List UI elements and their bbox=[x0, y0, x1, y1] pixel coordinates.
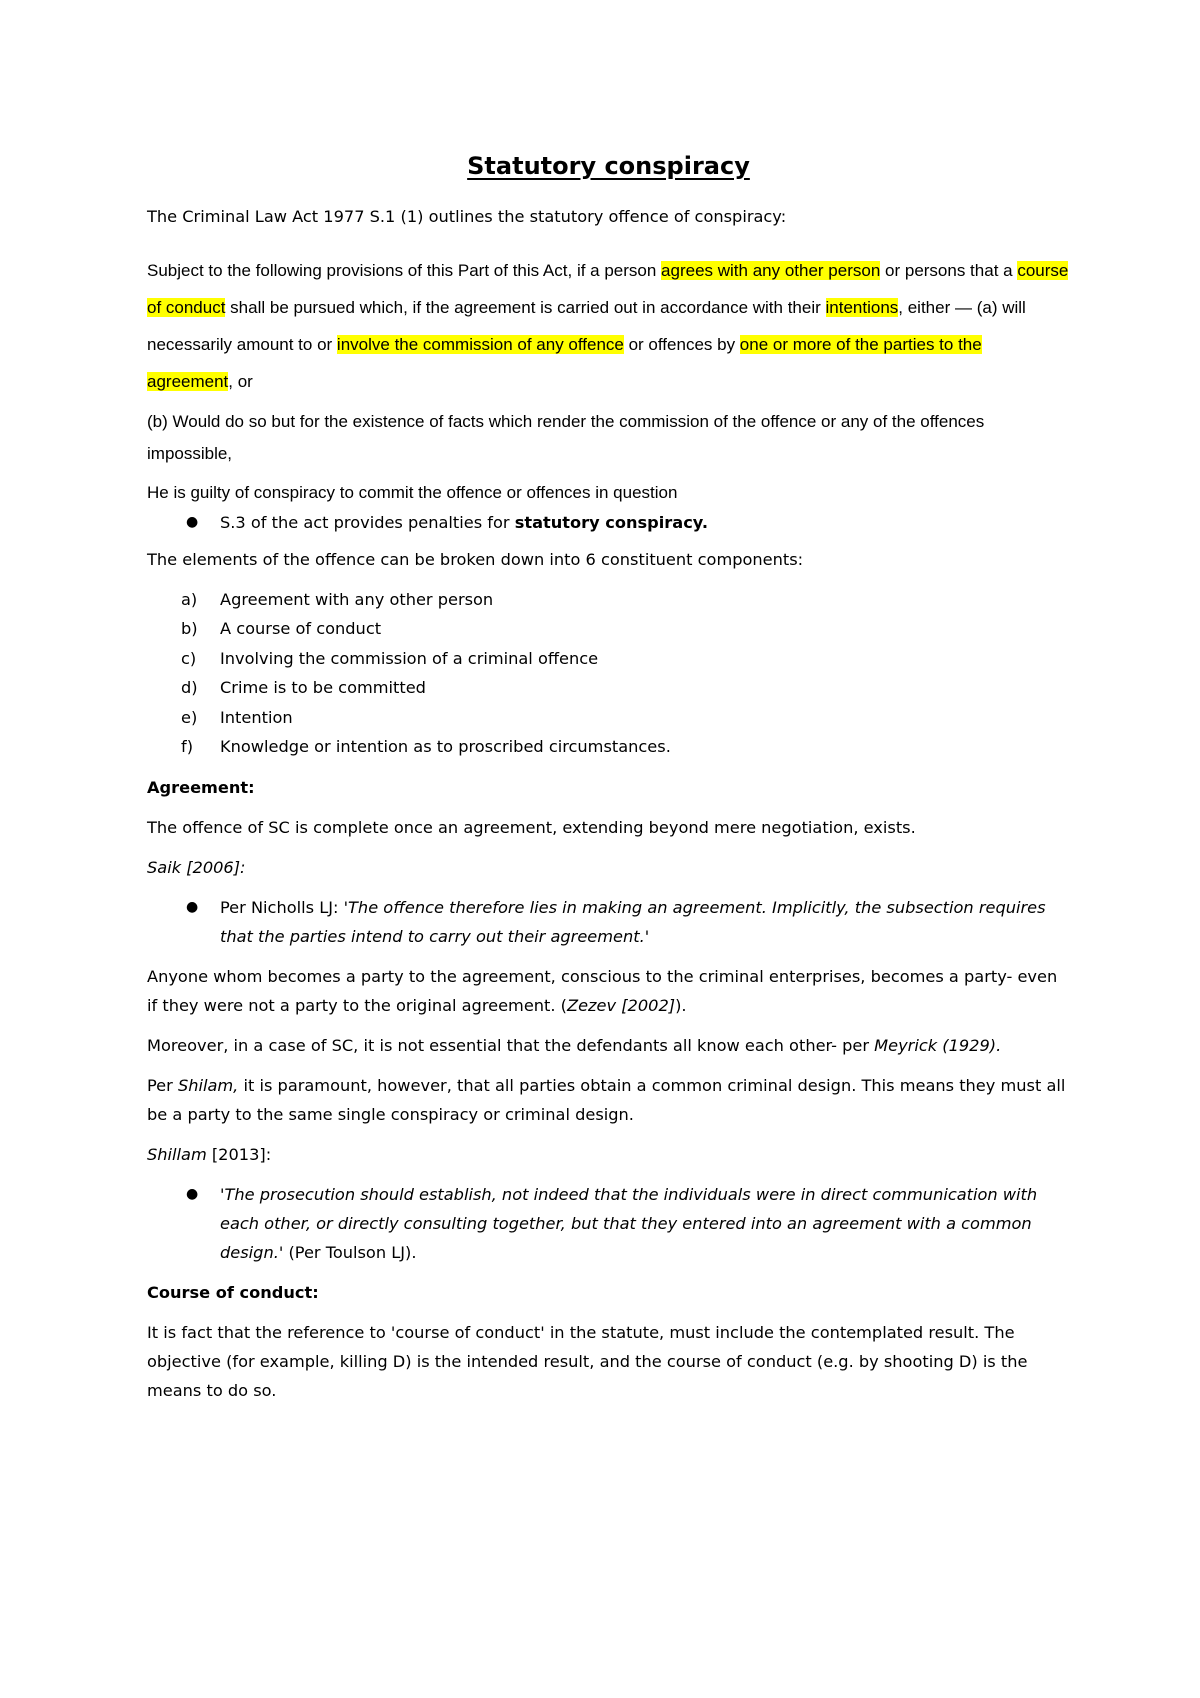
intro-paragraph: The Criminal Law Act 1977 S.1 (1) outlines the statutory offence of conspiracy: bbox=[147, 207, 787, 226]
list-item: d) Crime is to be committed bbox=[181, 678, 426, 698]
statute-text-b: (b) Would do so but for the existence of facts which render the commission of the offence or any of the offences impossible, bbox=[147, 412, 985, 463]
list-item: f) Knowledge or intention as to proscribed circumstances. bbox=[181, 737, 671, 757]
bullet-icon: ● bbox=[186, 899, 199, 916]
highlight-course-of-conduct: course of conduct bbox=[147, 261, 1069, 317]
penalty-list bbox=[147, 508, 1070, 537]
highlight-commission: involve the commission of any offence bbox=[336, 335, 624, 354]
bullet-icon: ● bbox=[186, 1186, 199, 1203]
list-item: ● Per Nicholls LJ: 'The offence therefore lies in making an agreement. Implicitly, the subsection requires that the parties intend to carry out their agreement.' bbox=[147, 893, 1070, 951]
list-item: ● S.3 of the act provides penalties for statutory conspiracy. bbox=[147, 508, 1070, 537]
shillam-case-label: Shillam [2013]: bbox=[147, 1145, 272, 1165]
highlight-agrees: agrees with any other person bbox=[661, 261, 881, 280]
agreement-paragraph-2: Anyone whom becomes a party to the agreement, conscious to the criminal enterprises, becomes a party- even if they were not a party to the original agreement. (Zezev [2002]). bbox=[147, 967, 1058, 1016]
saik-case-label: Saik [2006]: bbox=[147, 858, 246, 878]
list-item: b) A course of conduct bbox=[181, 619, 382, 639]
list-item: a) Agreement with any other person bbox=[181, 590, 494, 609]
saik-bullet-list bbox=[147, 893, 1070, 951]
agreement-paragraph-4: Per Shilam, it is paramount, however, that all parties obtain a common criminal design. This means they must all be a party to the same single conspiracy or criminal design. bbox=[147, 1076, 1066, 1125]
highlight-parties: one or more of the parties to the agreement bbox=[147, 335, 982, 391]
bullet-icon: ● bbox=[186, 514, 199, 530]
list-item: c) Involving the commission of a criminal offence bbox=[181, 648, 599, 668]
list-item: ● 'The prosecution should establish, not indeed that the individuals were in direct communication with each other, or directly consulting together, but that they entered into an agreement with a common design.' (Per Toulson LJ). bbox=[147, 1180, 1070, 1267]
statute-text-a: Subject to the following provisions of this Part of this Act, if a person agrees with any other person or persons that a course of conduct shall be pursued which, if the agreement is carried out in accordance with their intentions, either — (a) will necessarily amount to or involve the commission of any offence or offences by one or more of the parties to the agreement, or bbox=[147, 261, 1069, 391]
highlight-intentions: intentions bbox=[825, 298, 899, 317]
course-heading: Course of conduct: bbox=[147, 1283, 319, 1303]
shillam-bullet-list bbox=[147, 1180, 1070, 1267]
agreement-paragraph-3: Moreover, in a case of SC, it is not essential that the defendants all know each other- per Meyrick (1929). bbox=[147, 1036, 1002, 1056]
elements-intro: The elements of the offence can be broken down into 6 constituent components: bbox=[147, 550, 804, 569]
list-item: e) Intention bbox=[181, 707, 293, 727]
page-title: Statutory conspiracy bbox=[467, 152, 750, 180]
course-paragraph-1: It is fact that the reference to 'course of conduct' in the statute, must include the contemplated result. The objective (for example, killing D) is the intended result, and the course of conduct (e.g. by shooting D) is the means to do so. bbox=[147, 1323, 1028, 1401]
agreement-heading: Agreement: bbox=[147, 778, 255, 798]
elements-list bbox=[147, 585, 1070, 761]
agreement-paragraph-1: The offence of SC is complete once an agreement, extending beyond mere negotiation, exists. bbox=[147, 818, 916, 838]
statute-guilty: He is guilty of conspiracy to commit the offence or offences in question bbox=[147, 483, 678, 502]
